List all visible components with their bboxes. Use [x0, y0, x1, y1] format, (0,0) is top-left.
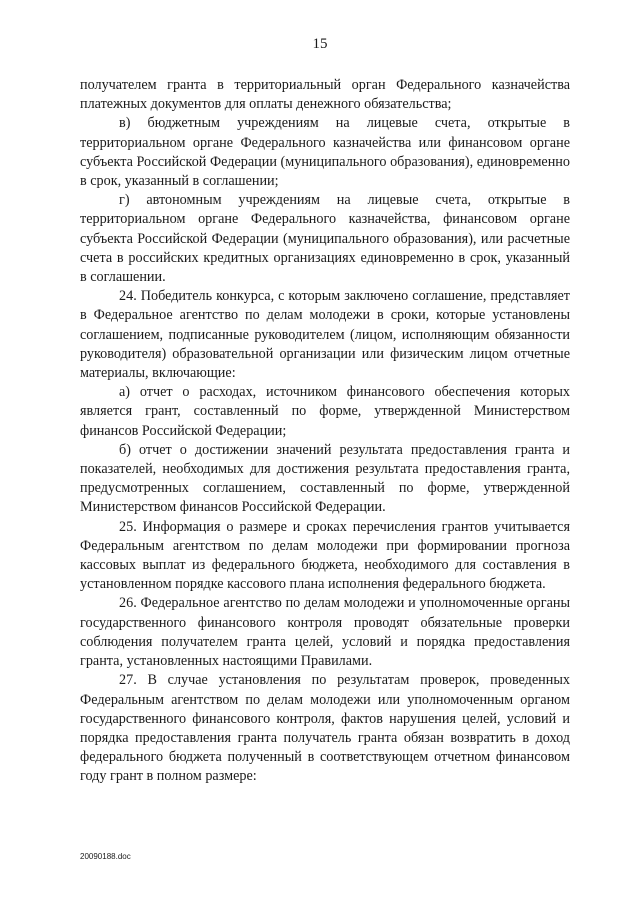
- paragraph-item-b: б) отчет о достижении значений результата предоставления гранта и показателей, необходимых для достижения результата предоставления гранта, предусмотренных соглашением, составленный по форме, утвержденной Министерством финансов Российской Федерации.: [80, 441, 570, 516]
- paragraph-27: 27. В случае установления по результатам проверок, проведенных Федеральным агентством по делам молодежи или уполномоченным органом государственного финансового контроля, фактов нарушения целей, условий и порядка предоставления гранта получатель гранта обязан возвратить в доход федерального бюджета полученный в соответствующем отчетном финансовом году грант в полном размере:: [80, 672, 570, 785]
- paragraph-item-v: в) бюджетным учреждениям на лицевые счета, открытые в территориальном органе Федерального казначейства или финансовом органе субъекта Российской Федерации (муниципального образования), единовременно в срок, указанный в соглашении;: [80, 115, 570, 190]
- paragraph-26: 26. Федеральное агентство по делам молодежи и уполномоченные органы государственного финансового контроля проводят обязательные проверки соблюдения получателем гранта целей, условий и порядка предоставления гранта, установленных настоящими Правилами.: [80, 595, 570, 670]
- paragraph-item-a: а) отчет о расходах, источником финансового обеспечения которых является грант, составленный по форме, утвержденной Министерством финансов Российской Федерации;: [80, 384, 570, 439]
- page-number: 15: [312, 36, 328, 52]
- paragraph-item-g: г) автономным учреждениям на лицевые счета, открытые в территориальном органе Федерального казначейства, финансовом органе субъекта Российской Федерации (муниципального образования), или расчетные счета в российских кредитных организациях единовременно в срок, указанный в соглашении.: [80, 192, 570, 286]
- footer-file-code: 20090188.doc: [80, 852, 131, 861]
- paragraph-25: 25. Информация о размере и сроках перечисления грантов учитывается Федеральным агентством по делам молодежи при формировании прогноза кассовых выплат из федерального бюджета, необходимого для составления в установленном порядке кассового плана исполнения федерального бюджета.: [80, 518, 570, 593]
- paragraph-24: 24. Победитель конкурса, с которым заключено соглашение, представляет в Федеральное агентство по делам молодежи в сроки, которые установлены соглашением, подписанные руководителем (лицом, исполняющим обязанности руководителя) образовательной организации или физическим лицом отчетные материалы, включающие:: [80, 288, 570, 382]
- document-body: [80, 76, 570, 787]
- paragraph-continuation: получателем гранта в территориальный орган Федерального казначейства платежных документов для оплаты денежного обязательства;: [80, 77, 570, 113]
